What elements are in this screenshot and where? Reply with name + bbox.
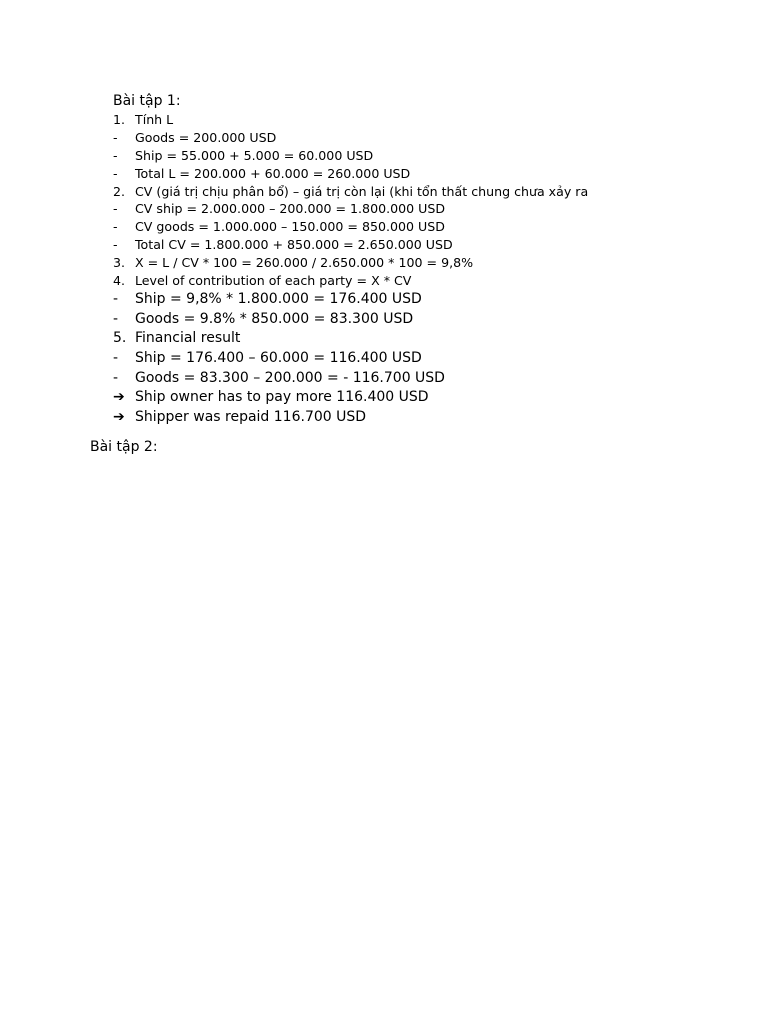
list-marker: 2. bbox=[113, 183, 126, 199]
list-item bbox=[113, 329, 713, 349]
list-marker: 4. bbox=[113, 273, 126, 289]
list-marker: - bbox=[113, 290, 119, 307]
list-item-text: Financial result bbox=[135, 330, 241, 347]
list-item bbox=[113, 254, 713, 272]
list-item-text: Level of contribution of each party = X * CV bbox=[135, 273, 412, 289]
list-marker: - bbox=[113, 237, 118, 253]
list-item bbox=[113, 290, 713, 310]
list-item-text: Tính L bbox=[135, 112, 174, 127]
list-item bbox=[113, 165, 713, 183]
list-item bbox=[113, 129, 713, 147]
list-item bbox=[113, 369, 713, 389]
list-item-text: CV (giá trị chịu phân bổ) – giá trị còn lại (khi tổn thất chung chưa xảy ra bbox=[135, 183, 589, 199]
list-item bbox=[113, 236, 713, 254]
list-item-text: Ship = 176.400 – 60.000 = 116.400 USD bbox=[135, 349, 422, 366]
list-item bbox=[113, 147, 713, 165]
list-marker: - bbox=[113, 165, 118, 181]
list-marker: - bbox=[113, 129, 118, 145]
exercise-2-title: Bài tập 2: bbox=[90, 439, 158, 455]
list-item-text: Shipper was repaid 116.700 USD bbox=[135, 409, 367, 426]
list-marker: - bbox=[113, 369, 119, 386]
list-item-text: CV goods = 1.000.000 – 150.000 = 850.000 USD bbox=[135, 219, 445, 235]
list-marker: - bbox=[113, 147, 118, 163]
list-item-text: Ship owner has to pay more 116.400 USD bbox=[135, 389, 429, 406]
arrow-icon: ➔ bbox=[113, 409, 125, 426]
exercise-1-content bbox=[113, 111, 713, 428]
list-marker: - bbox=[113, 349, 119, 366]
list-item-text: Ship = 9,8% * 1.800.000 = 176.400 USD bbox=[135, 290, 422, 307]
list-item-text: X = L / CV * 100 = 260.000 / 2.650.000 * 100 = 9,8% bbox=[135, 255, 474, 271]
list-item bbox=[113, 272, 713, 290]
list-marker: 5. bbox=[113, 330, 127, 347]
list-item-text: Total L = 200.000 + 60.000 = 260.000 USD bbox=[135, 165, 411, 181]
conclusion-line bbox=[113, 408, 713, 428]
list-item bbox=[113, 111, 713, 129]
list-item-text: Ship = 55.000 + 5.000 = 60.000 USD bbox=[135, 147, 374, 163]
list-item-text: Goods = 9.8% * 850.000 = 83.300 USD bbox=[135, 310, 414, 327]
list-item bbox=[113, 200, 713, 218]
list-item-text: Goods = 83.300 – 200.000 = - 116.700 USD bbox=[135, 369, 445, 386]
conclusion-line bbox=[113, 388, 713, 408]
list-item-text: Total CV = 1.800.000 + 850.000 = 2.650.000 USD bbox=[135, 237, 453, 253]
list-item bbox=[113, 218, 713, 236]
list-marker: - bbox=[113, 310, 119, 327]
list-item-text: Goods = 200.000 USD bbox=[135, 129, 277, 145]
list-marker: - bbox=[113, 201, 118, 217]
list-item-text: CV ship = 2.000.000 – 200.000 = 1.800.000 USD bbox=[135, 201, 446, 217]
list-item bbox=[113, 310, 713, 330]
list-marker: - bbox=[113, 219, 118, 235]
list-item bbox=[113, 183, 713, 201]
list-item bbox=[113, 349, 713, 369]
list-marker: 1. bbox=[113, 112, 126, 127]
exercise-1-title: Bài tập 1: bbox=[113, 93, 181, 109]
list-marker: 3. bbox=[113, 255, 126, 271]
arrow-icon: ➔ bbox=[113, 389, 125, 406]
